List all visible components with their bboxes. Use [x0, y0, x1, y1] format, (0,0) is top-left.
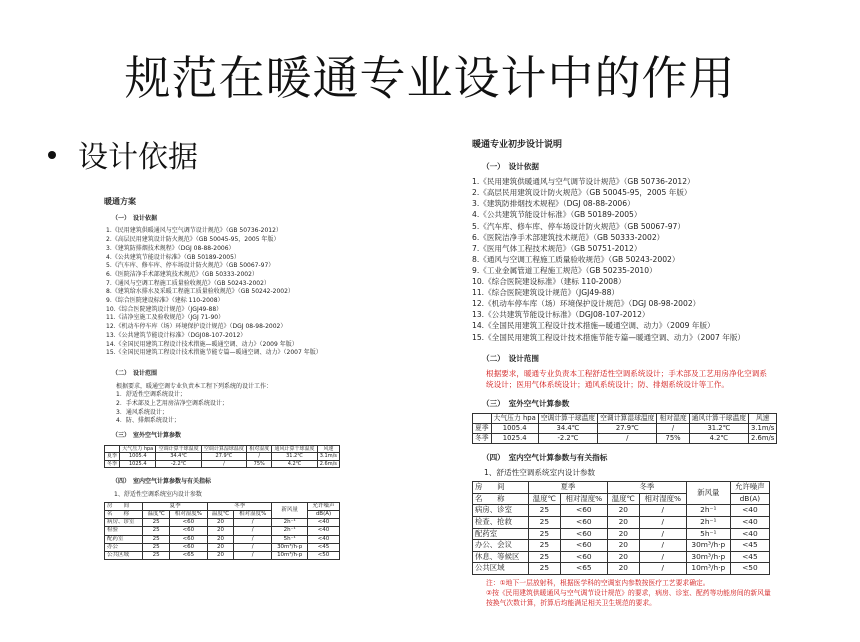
- table-cell: <40: [730, 516, 769, 528]
- table-header-cell: 冬季: [607, 482, 686, 494]
- table-header-cell: 大气压力 hpa: [491, 413, 538, 423]
- table-cell: 20: [607, 528, 639, 540]
- section-heading: （一） 设计依据: [112, 214, 158, 222]
- section-heading: （三） 室外空气计算参数: [482, 398, 570, 408]
- table-cell: /: [234, 535, 272, 543]
- table-cell: /: [598, 433, 657, 443]
- table-row: [105, 460, 340, 468]
- table-row: [473, 563, 770, 575]
- reference-item: 6.《医院洁净手术部建筑技术规范》（GB 50333-2002）: [472, 232, 665, 242]
- indoor-params-table: [104, 502, 340, 560]
- table-row: [105, 543, 340, 551]
- table-cell: 公共区域: [473, 563, 529, 575]
- table-cell: 34.4℃: [538, 423, 597, 433]
- table-cell: 75%: [657, 433, 689, 443]
- scope-item: 1．舒适性空调系统设计；: [116, 391, 186, 399]
- table-row: [105, 527, 340, 535]
- table-cell: 20: [207, 519, 233, 527]
- reference-item: 2.《高层民用建筑设计防火规范》（GB 50045-95，2005 年版）: [472, 188, 692, 198]
- reference-item: 8.《建筑给水排水及采暖工程施工质量验收规范》（GB 50242-2002）: [106, 288, 294, 296]
- reference-item: 10.《综合医院建筑设计规范》（JGJ49-88）: [106, 305, 223, 313]
- table-header-cell: 空调计算干球温度: [538, 413, 597, 423]
- table-cell: <40: [730, 528, 769, 540]
- slide-title: 规范在暖通专业设计中的作用: [124, 51, 736, 105]
- table-header-cell: 房 间: [105, 502, 143, 510]
- table-cell: /: [639, 551, 686, 563]
- table-cell: <40: [307, 519, 339, 527]
- table-cell: /: [247, 453, 272, 461]
- table-cell: <40: [730, 505, 769, 517]
- reference-list: [472, 176, 772, 342]
- outdoor-params-table: [104, 445, 340, 469]
- table-cell: 冬季: [105, 460, 120, 468]
- section-heading: （四） 室内空气计算参数与有关指标: [482, 452, 608, 462]
- table-cell: 25: [528, 516, 560, 528]
- table-header-cell: 相对湿度%: [639, 493, 686, 505]
- table-cell: 2h⁻¹: [272, 527, 308, 535]
- table-cell: 5h⁻¹: [272, 535, 308, 543]
- table-cell: 2h⁻¹: [272, 519, 308, 527]
- reference-item: 4.《公共建筑节能设计标准》（GB 50189-2005）: [472, 210, 642, 220]
- table-header-cell: 房 间: [473, 482, 529, 494]
- table-header-cell: 新风量: [272, 502, 308, 518]
- table-cell: <50: [307, 552, 339, 560]
- table-row: [105, 552, 340, 560]
- table-header-cell: 相对湿度: [657, 413, 689, 423]
- table-header-cell: 空调计算干球温度: [156, 445, 201, 453]
- table-row: [473, 528, 770, 540]
- reference-item: 7.《医用气体工程技术规范》（GB 50751-2012）: [472, 243, 642, 253]
- table-cell: 20: [607, 563, 639, 575]
- section-heading: （一） 设计依据: [482, 162, 539, 172]
- bullet-dot-icon: [48, 151, 56, 159]
- table-cell: <45: [730, 540, 769, 552]
- table-cell: 25: [143, 543, 169, 551]
- table-cell: 25: [528, 551, 560, 563]
- scope-item: 4．防、排烟系统设计；: [116, 417, 180, 425]
- reference-item: 9.《工业金属管道工程施工规范》（GB 50235-2010）: [472, 265, 657, 275]
- table-cell: 办公: [105, 543, 143, 551]
- reference-item: 11.《综合医院建筑设计规范》（JGJ49-88）: [472, 288, 620, 298]
- table-header-cell: 空调计算湿球温度: [598, 413, 657, 423]
- table-cell: <40: [307, 535, 339, 543]
- table-row: [105, 535, 340, 543]
- scope-item: 根据要求，暖通空调专业负责本工程下列系统的设计工作：: [116, 382, 273, 390]
- bullet-item: [48, 132, 198, 176]
- table-header-cell: 名 称: [473, 493, 529, 505]
- section-heading: （二） 设计范围: [112, 369, 158, 377]
- table-cell: /: [234, 527, 272, 535]
- table-row: [473, 423, 777, 433]
- table-cell: /: [234, 543, 272, 551]
- table-row: [105, 453, 340, 461]
- table-cell: 2h⁻¹: [686, 505, 730, 517]
- scope-item: 3．通风系统设计；: [116, 408, 168, 416]
- table-row: [105, 519, 340, 527]
- reference-item: 15.《全国民用建筑工程设计技术措施节能专篇—暖通空调、动力》（2007 年版）: [472, 332, 746, 342]
- table-header-cell: 风速: [749, 413, 777, 423]
- note-item: 注：①地下一层放射科，根据医学科的空调室内参数按医疗工艺要求确定。: [486, 578, 710, 587]
- table-cell: 20: [607, 505, 639, 517]
- table-cell: /: [201, 460, 246, 468]
- table-cell: <50: [730, 563, 769, 575]
- table-header-cell: 温度℃: [207, 510, 233, 518]
- document-hvac-scheme: [104, 198, 354, 562]
- table-cell: 20: [607, 551, 639, 563]
- document-hvac-preliminary-design: [472, 140, 775, 608]
- table-header-cell: 风速: [317, 445, 339, 453]
- table-cell: 公共区域: [105, 552, 143, 560]
- reference-item: 9.《综合医院建设标准》（建标 110-2008）: [106, 297, 224, 305]
- table-cell: 配药室: [105, 535, 143, 543]
- table-cell: 31.2℃: [272, 453, 317, 461]
- table-cell: 75%: [247, 460, 272, 468]
- reference-item: 5.《汽车库、修车库、停车场设计防火规范》（GB 50067-97）: [472, 221, 685, 231]
- table-cell: /: [234, 519, 272, 527]
- reference-item: 5.《汽车库、修车库、停车场设计防火规范》（GB 50067-97）: [106, 262, 275, 270]
- table-cell: -2.2℃: [156, 460, 201, 468]
- reference-item: 8.《通风与空调工程施工质量验收规范》（GB 50243-2002）: [472, 254, 680, 264]
- table-cell: <45: [730, 551, 769, 563]
- table-header-cell: 允许噪声: [730, 482, 769, 494]
- table-cell: 20: [207, 543, 233, 551]
- table-cell: 4.2℃: [272, 460, 317, 468]
- table-cell: <60: [560, 528, 607, 540]
- table-cell: 病房、诊室: [473, 505, 529, 517]
- table-cell: 3.1m/s: [317, 453, 339, 461]
- table-cell: 30m³/h·p: [272, 543, 308, 551]
- table-cell: /: [639, 540, 686, 552]
- subsection-heading: 1、舒适性空调系统室内设计参数: [114, 491, 202, 499]
- reference-item: 11.《洁净室施工及验收规范》（JGJ 71-90）: [106, 314, 225, 322]
- table-cell: 办公、会议: [473, 540, 529, 552]
- table-cell: 30m³/h·p: [686, 540, 730, 552]
- table-cell: /: [234, 552, 272, 560]
- table-cell: 20: [207, 527, 233, 535]
- reference-item: 13.《公共建筑节能设计标准》（DGJ08-107-2012）: [472, 310, 650, 320]
- table-cell: 27.9℃: [201, 453, 246, 461]
- reference-item: 13.《公共建筑节能设计标准》（DGJ08-107-2012）: [106, 331, 247, 339]
- table-cell: 10m³/h·p: [272, 552, 308, 560]
- doc-title: 暖通方案: [104, 197, 136, 206]
- table-cell: <60: [560, 505, 607, 517]
- bullet-label: 设计依据: [78, 140, 198, 175]
- table-header-cell: 相对湿度%: [560, 493, 607, 505]
- table-cell: 1025.4: [491, 433, 538, 443]
- table-cell: 20: [607, 516, 639, 528]
- table-cell: <60: [169, 527, 207, 535]
- reference-item: 7.《通风与空调工程施工质量验收规范》（GB 50243-2002）: [106, 279, 270, 287]
- table-cell: 25: [143, 519, 169, 527]
- table-row: [473, 551, 770, 563]
- reference-item: 14.《全国民用建筑工程设计技术措施—暖通空调、动力》（2009 年版）: [472, 321, 715, 331]
- table-cell: 30m³/h·p: [686, 551, 730, 563]
- table-cell: <60: [169, 519, 207, 527]
- table-header-cell: 新风量: [686, 482, 730, 505]
- reference-item: 12.《机动车停车库（场）环境保护设计规范》（DGJ 08-98-2002）: [472, 299, 701, 309]
- table-cell: 2.6m/s: [317, 460, 339, 468]
- table-cell: -2.2℃: [538, 433, 597, 443]
- table-cell: 25: [528, 540, 560, 552]
- table-cell: <65: [560, 563, 607, 575]
- table-header-cell: 温度℃: [607, 493, 639, 505]
- table-row: [473, 505, 770, 517]
- table-cell: 4.2℃: [689, 433, 748, 443]
- table-header-cell: 温度℃: [143, 510, 169, 518]
- table-cell: 配药室: [473, 528, 529, 540]
- table-cell: 冬季: [473, 433, 492, 443]
- table-header-cell: 通风计算干球温度: [272, 445, 317, 453]
- doc-title: 暖通专业初步设计说明: [472, 140, 563, 150]
- table-header-cell: 夏季: [143, 502, 207, 510]
- table-cell: /: [639, 505, 686, 517]
- reference-list: [104, 227, 354, 358]
- table-cell: /: [657, 423, 689, 433]
- table-cell: <65: [169, 552, 207, 560]
- table-cell: <40: [307, 527, 339, 535]
- table-header-cell: 温度℃: [528, 493, 560, 505]
- table-header-cell: [105, 445, 120, 453]
- notes: [472, 578, 772, 608]
- table-cell: 25: [143, 535, 169, 543]
- reference-item: 15.《全国民用建筑工程设计技术措施节能专篇—暖通空调、动力》（2007 年版）: [106, 349, 322, 357]
- table-cell: 31.2℃: [689, 423, 748, 433]
- reference-item: 4.《公共建筑节能设计标准》（GB 50189-2005）: [106, 253, 240, 261]
- reference-item: 2.《高层民用建筑设计防火规范》（GB 50045-95，2005 年版）: [106, 236, 280, 244]
- note-item: ②按《民用建筑供暖通风与空气调节设计规范》的要求，病房、诊室、配药等功能房间的新风量按换气次数计算，折算后均能满足相关卫生规范的要求。: [486, 588, 771, 607]
- table-cell: 3.1m/s: [749, 423, 777, 433]
- section-heading: （三） 室外空气计算参数: [112, 432, 182, 440]
- table-header-cell: 夏季: [528, 482, 607, 494]
- table-header-cell: 允许噪声: [307, 502, 339, 510]
- table-header-cell: 名 称: [105, 510, 143, 518]
- section-heading: （二） 设计范围: [482, 353, 539, 363]
- table-cell: 夏季: [473, 423, 492, 433]
- table-cell: <45: [307, 543, 339, 551]
- table-cell: 病房、诊室: [105, 519, 143, 527]
- reference-item: 10.《综合医院建设标准》（建标 110-2008）: [472, 277, 626, 287]
- table-cell: 27.9℃: [598, 423, 657, 433]
- table-cell: 25: [143, 552, 169, 560]
- table-cell: 20: [207, 552, 233, 560]
- table-cell: 检验: [105, 527, 143, 535]
- outdoor-params-table: [472, 413, 777, 444]
- table-row: [473, 433, 777, 443]
- indoor-params-table: [472, 481, 770, 575]
- table-row: [473, 516, 770, 528]
- table-cell: <60: [560, 516, 607, 528]
- scope-text: 根据要求，暖通专业负责本工程舒适性空调系统设计；手术部及工艺用房净化空调系统设计；医用气体系统设计；通风系统设计；防、排烟系统设计等工作。: [486, 368, 767, 389]
- table-cell: 休息、等候区: [473, 551, 529, 563]
- reference-item: 6.《医院洁净手术部建筑技术规范》（GB 50333-2002）: [106, 270, 258, 278]
- section-heading: （四） 室内空气计算参数与有关指标: [112, 478, 212, 486]
- table-cell: /: [639, 563, 686, 575]
- table-row: [473, 540, 770, 552]
- table-cell: 1025.4: [120, 460, 156, 468]
- table-cell: 25: [528, 528, 560, 540]
- table-cell: 2.6m/s: [749, 433, 777, 443]
- table-header-cell: 相对湿度%: [169, 510, 207, 518]
- table-header-cell: 冬季: [207, 502, 271, 510]
- table-cell: <60: [560, 551, 607, 563]
- table-header-cell: 相对湿度: [247, 445, 272, 453]
- table-header-cell: dB(A): [307, 510, 339, 518]
- reference-item: 3.《建筑防排烟技术规程》（DGJ 08-88-2006）: [472, 199, 635, 209]
- table-cell: <60: [169, 543, 207, 551]
- table-cell: 10m³/h·p: [686, 563, 730, 575]
- table-cell: /: [639, 528, 686, 540]
- table-header-cell: 空调计算湿球温度: [201, 445, 246, 453]
- reference-item: 1.《民用建筑供暖通风与空气调节设计规范》（GB 50736-2012）: [472, 177, 695, 187]
- table-cell: 2h⁻¹: [686, 516, 730, 528]
- table-header-cell: [473, 413, 492, 423]
- reference-item: 3.《建筑防排烟技术规程》（DGJ 08-88-2006）: [106, 244, 235, 252]
- reference-item: 1.《民用建筑供暖通风与空气调节设计规范》（GB 50736-2012）: [106, 227, 282, 235]
- table-cell: 25: [143, 527, 169, 535]
- reference-item: 12.《机动车停车库（场）环境保护设计规范》（DGJ 08-98-2002）: [106, 323, 287, 331]
- subsection-heading: 1、舒适性空调系统室内设计参数: [484, 468, 596, 478]
- table-header-cell: 大气压力 hpa: [120, 445, 156, 453]
- scope-item: 2．手术部及上艺用房洁净空调系统设计；: [116, 400, 228, 408]
- reference-item: 14.《全国民用建筑工程设计技术措施—暖通空调、动力》（2009 年版）: [106, 340, 298, 348]
- table-cell: 25: [528, 505, 560, 517]
- scope-list: [104, 383, 354, 427]
- table-header-cell: 相对湿度%: [234, 510, 272, 518]
- table-header-cell: 通风计算干球温度: [689, 413, 748, 423]
- table-cell: /: [639, 516, 686, 528]
- table-cell: 1005.4: [120, 453, 156, 461]
- table-cell: 20: [207, 535, 233, 543]
- table-cell: 检查、抢救: [473, 516, 529, 528]
- table-cell: 夏季: [105, 453, 120, 461]
- table-cell: 34.4℃: [156, 453, 201, 461]
- table-cell: 5h⁻¹: [686, 528, 730, 540]
- table-cell: 1005.4: [491, 423, 538, 433]
- table-header-cell: dB(A): [730, 493, 769, 505]
- table-cell: 20: [607, 540, 639, 552]
- table-cell: <60: [169, 535, 207, 543]
- table-cell: <60: [560, 540, 607, 552]
- table-cell: 25: [528, 563, 560, 575]
